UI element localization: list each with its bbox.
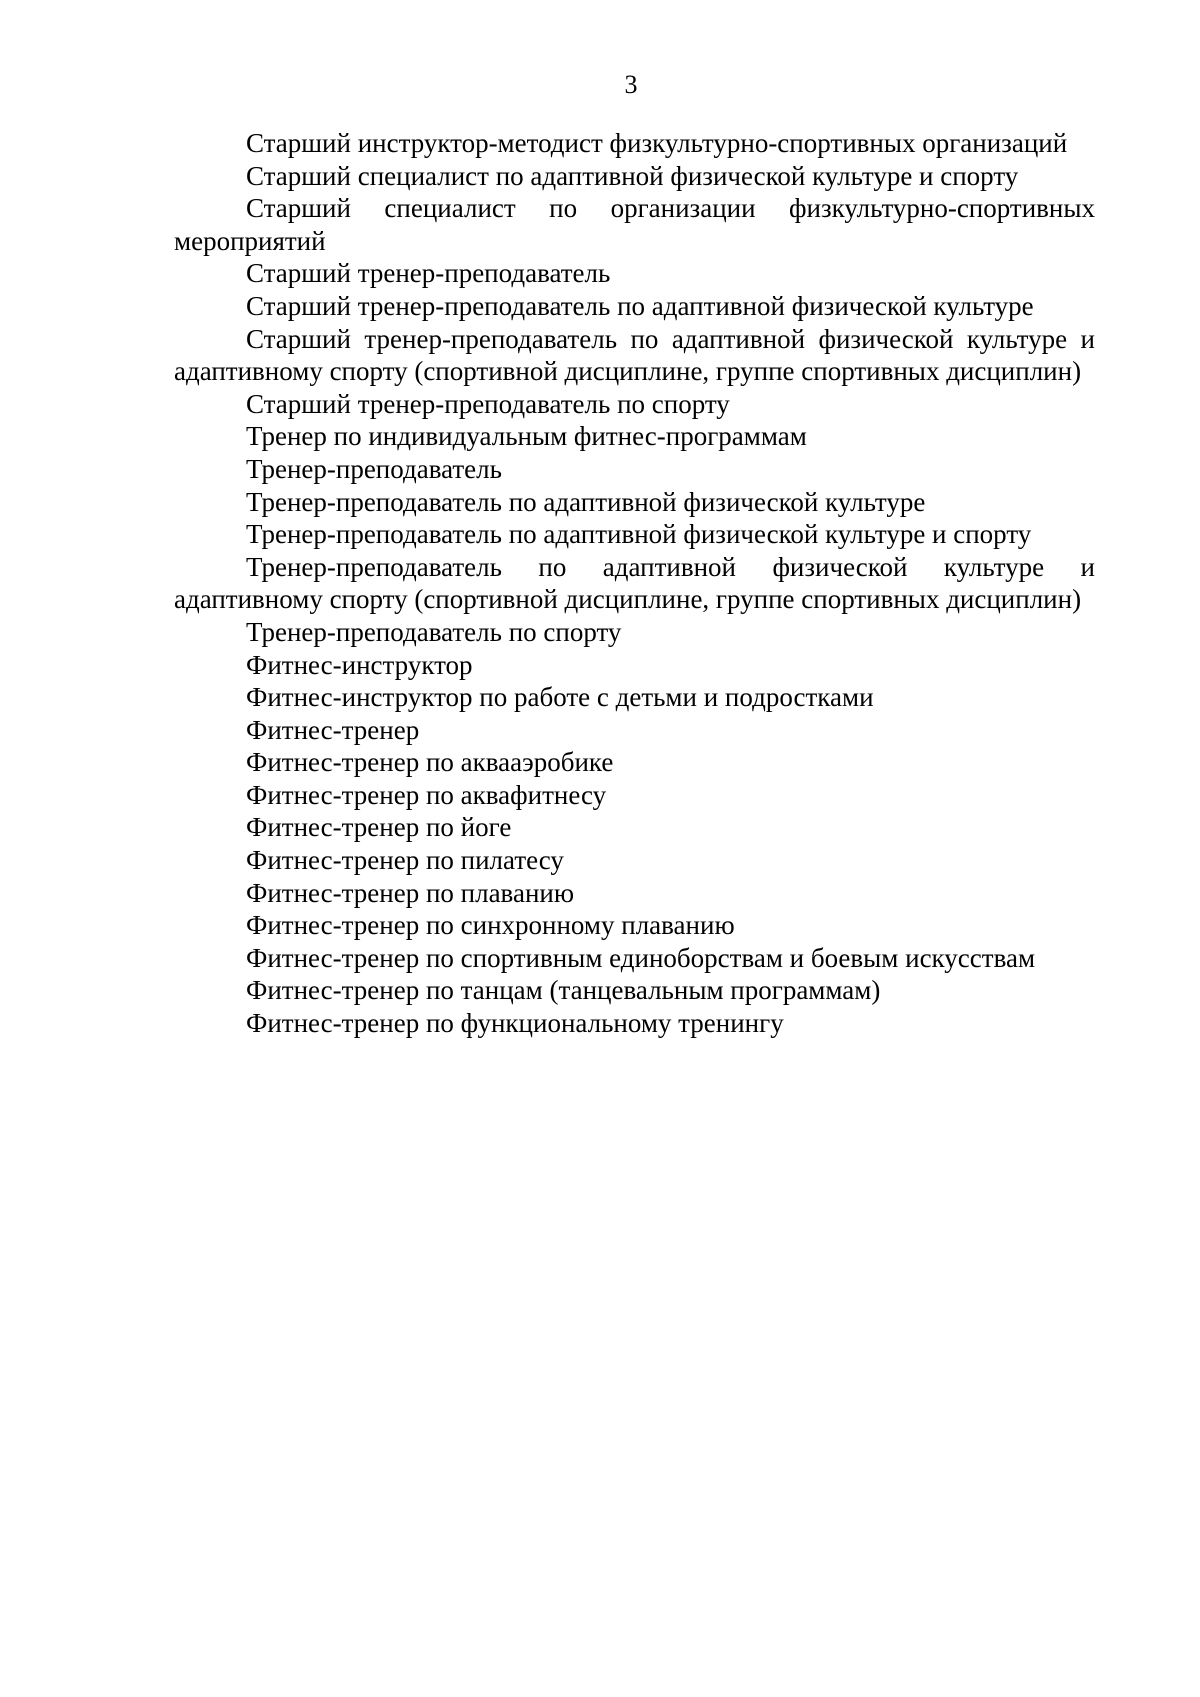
list-entry: Старший инструктор-методист физкультурно-спортивных организаций: [246, 128, 1068, 158]
list-entry: Фитнес-тренер: [246, 714, 420, 745]
list-entry: Тренер-преподаватель по адаптивной физической культуре и спорту: [246, 519, 1032, 550]
page-number: 3: [624, 70, 638, 99]
list-entry: Фитнес-тренер по йоге: [246, 812, 512, 843]
list-entry: Тренер по индивидуальным фитнес-программам: [246, 421, 807, 452]
list-entry: Фитнес-инструктор: [246, 649, 473, 680]
list-entry: Старший тренер-преподаватель по адаптивной физической культуре и адаптивному спорту (спортивной дисциплине, группе спортивных дисциплин): [174, 323, 1095, 387]
list-entry: Фитнес-тренер по спортивным единоборствам и боевым искусствам: [246, 942, 1036, 973]
list-entry: Фитнес-тренер по синхронному плаванию: [246, 910, 735, 941]
list-entry: Фитнес-инструктор по работе с детьми и подростками: [246, 682, 874, 713]
list-entry: Фитнес-тренер по аквафитнесу: [246, 779, 607, 810]
list-entry: Фитнес-тренер по пилатесу: [246, 845, 564, 876]
list-entry: Фитнес-тренер по функциональному тренингу: [246, 1008, 784, 1039]
list-entry: Тренер-преподаватель по адаптивной физической культуре и адаптивному спорту (спортивной дисциплине, группе спортивных дисциплин): [174, 551, 1095, 615]
list-entry: Тренер-преподаватель по спорту: [246, 616, 622, 647]
list-entry: Старший специалист по организации физкультурно-спортивных мероприятий: [174, 193, 1095, 256]
list-entry: Старший тренер-преподаватель: [246, 258, 611, 289]
list-entry: Старший специалист по адаптивной физической культуре и спорту: [246, 160, 1019, 191]
list-entry: Тренер-преподаватель по адаптивной физической культуре: [246, 486, 926, 517]
position-list: [174, 127, 1095, 1040]
list-entry: Фитнес-тренер по танцам (танцевальным программам): [246, 975, 881, 1006]
list-entry: Старший тренер-преподаватель по адаптивной физической культуре: [246, 290, 1034, 321]
list-entry: Фитнес-тренер по аквааэробике: [246, 747, 614, 778]
list-entry: Тренер-преподаватель: [246, 453, 502, 484]
list-entry: Фитнес-тренер по плаванию: [246, 877, 575, 908]
list-entry: Старший тренер-преподаватель по спорту: [246, 388, 730, 419]
